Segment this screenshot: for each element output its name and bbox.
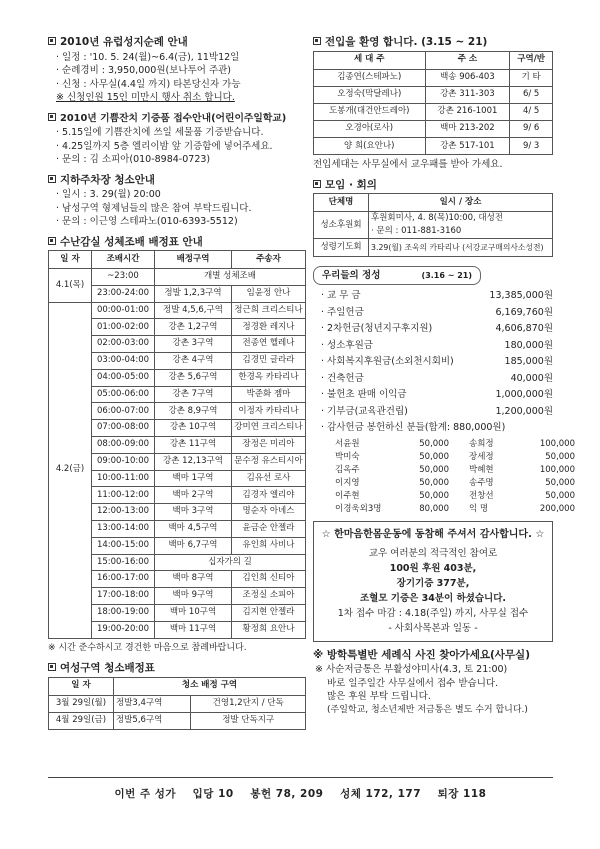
offering-row — [313, 405, 553, 422]
time-cell: 14:00-15:00 — [92, 537, 155, 554]
notice-title: ☆ 한마음한몸운동에 동참해 주셔서 감사합니다. ☆ — [321, 528, 545, 540]
text-line: · 4.25일까지 5층 엘리이밤 앞 기증함에 넣어주세요. — [56, 140, 273, 152]
area-cell: 백마 6,7구역 — [155, 537, 232, 554]
text-line: · 순례경비 : 3,950,000원(보나투어 주관) — [56, 65, 232, 76]
area-cell: 강촌 10구역 — [155, 420, 232, 437]
donor-name: 이주현 — [335, 490, 360, 501]
table-row — [314, 138, 553, 155]
schedule-line: 후원회미사, 4. 8(목)10:00, 대성전 — [371, 213, 504, 224]
area-cell: 정발5,6구역 — [114, 712, 191, 729]
welcome-section — [313, 36, 553, 172]
zone-cell: 기 타 — [510, 69, 553, 86]
offering-section — [313, 266, 575, 516]
time-cell: 05:00-06:00 — [92, 386, 155, 403]
time-cell: 02:00-03:00 — [92, 336, 155, 353]
offering-row — [313, 306, 553, 323]
time-cell: 13:00-14:00 — [92, 520, 155, 537]
text-line: · 문의 : 이근영 스테파노(010-6393-5512) — [56, 216, 238, 227]
area-cell: 정발 단독지구 — [191, 712, 306, 729]
area-cell: 강촌 12,13구역 — [155, 453, 232, 470]
notice-line: 1차 접수 마감 : 4.18(주일) 까지, 사무실 접수 — [337, 607, 529, 619]
address-cell: 강촌 311-303 — [425, 86, 510, 103]
leader-cell: 문수정 유스티시아 — [232, 453, 306, 470]
table-header: 일 자 — [49, 677, 114, 695]
section-header — [48, 174, 306, 188]
table-note: ※ 시간 준수하시고 경건한 마음으로 참례바랍니다. — [48, 642, 247, 653]
leader-cell: 김경민 글라라 — [232, 352, 306, 369]
table-row — [314, 86, 553, 103]
table-header: 구역/반 — [510, 51, 553, 69]
offering-label: · 사회복지후원금(소외천시회비) — [321, 356, 454, 368]
area-cell: 강촌 1,2구역 — [155, 319, 232, 336]
offering-amount: 4,606,870원 — [495, 323, 553, 335]
text-line: · 신청 : 사무실(4.4일 까지) 타본당신자 가능 — [56, 78, 241, 90]
section-title: 2010년 유럽성지순례 안내 — [60, 36, 188, 48]
time-cell: 09:00-10:00 — [92, 453, 155, 470]
leader-cell: 김유선 로사 — [232, 470, 306, 487]
offering-amount: 1,000,000원 — [495, 389, 553, 401]
thanks-title — [313, 421, 553, 438]
section-header — [313, 179, 553, 193]
offering-row — [313, 289, 553, 306]
text-line: · 남성구역 형제님들의 많은 참여 부탁드립니다. — [56, 202, 252, 214]
time-cell: 08:00-09:00 — [92, 436, 155, 453]
donor-amount: 50,000 — [419, 477, 449, 488]
name-cell: 오정숙(막달레나) — [314, 86, 426, 103]
table-header: 주송자 — [232, 251, 306, 269]
offering-label: · 2차헌금(청년지구후지원) — [321, 323, 433, 335]
offering-amount: 40,000원 — [510, 372, 553, 384]
donor-name: 송희정 — [469, 438, 494, 449]
offering-period: (3.16 ~ 21) — [421, 270, 472, 280]
leader-cell: 이정자 카타리나 — [232, 403, 306, 420]
zone-cell: 4/ 5 — [510, 103, 553, 120]
adoration-table — [48, 250, 306, 639]
table-header-row — [314, 194, 553, 212]
donor-amount: 50,000 — [545, 451, 575, 462]
table-header: 청소 배정 구역 — [114, 677, 306, 695]
square-bullet-icon — [48, 113, 56, 121]
women-cleaning-section — [48, 662, 306, 730]
table-header: 일 자 — [49, 251, 92, 269]
square-bullet-icon — [48, 663, 56, 671]
leader-cell: 명순자 아녜스 — [232, 504, 306, 521]
time-cell: 04:00-05:00 — [92, 369, 155, 386]
area-cell: 백마 11구역 — [155, 621, 232, 638]
time-cell: ~23:00 — [92, 269, 155, 286]
square-bullet-icon — [48, 175, 56, 183]
offering-row — [313, 322, 553, 339]
table-row — [49, 712, 306, 729]
span-cell: 십자가의 길 — [155, 554, 306, 571]
name-cell: 김종연(스테파노) — [314, 69, 426, 86]
text-line: ※ 사순저금통은 부활성야미사(4.3, 토 21:00) — [315, 664, 508, 676]
zone-cell: 9/ 3 — [510, 138, 553, 155]
area-cell: 백마 4,5구역 — [155, 520, 232, 537]
table-row — [49, 695, 306, 712]
offering-label: · 성소후원금 — [321, 339, 373, 351]
left-column — [48, 34, 306, 730]
donor-amount: 50,000 — [545, 490, 575, 501]
square-bullet-icon — [48, 37, 56, 45]
donor-name: 김옥주 — [335, 464, 360, 475]
table-row — [314, 212, 553, 239]
donor-list — [313, 438, 575, 516]
time-cell: 23:00-24:00 — [92, 285, 155, 302]
table-header: 세 대 주 — [314, 51, 426, 69]
time-cell: 03:00-04:00 — [92, 352, 155, 369]
leader-cell: 강미연 크리스티나 — [232, 420, 306, 437]
area-cell: 강촌 5,6구역 — [155, 369, 232, 386]
area-cell: 백마 2구역 — [155, 487, 232, 504]
table-row — [314, 69, 553, 86]
section-header — [48, 112, 306, 126]
onebody-notice-box — [313, 521, 553, 642]
leader-cell: 김지현 안젤라 — [232, 604, 306, 621]
leader-cell: 정근희 크리스티나 — [232, 302, 306, 319]
address-cell: 백마 213-202 — [425, 121, 510, 138]
donor-name: 장세정 — [469, 451, 494, 462]
area-cell: 백마 10구역 — [155, 604, 232, 621]
donor-amount: 100,000 — [539, 438, 575, 449]
address-cell: 강촌 216-1001 — [425, 103, 510, 120]
table-header-row — [314, 51, 553, 69]
section-title: 수난감실 성체조배 배정표 안내 — [60, 235, 203, 248]
donor-amount: 50,000 — [419, 464, 449, 475]
notice-line: 조혈모 기증은 34분이 하셨습니다. — [359, 592, 507, 604]
zone-cell: 9/ 6 — [510, 121, 553, 138]
area-cell: 건영1,2단지 / 단독 — [191, 695, 306, 712]
time-cell: 15:00-16:00 — [92, 554, 155, 571]
time-cell: 01:00-02:00 — [92, 319, 155, 336]
schedule-cell: 3.29(월) 조욱의 카타리나 (서강교구매의사소성전) — [369, 239, 553, 256]
leader-cell: 유인희 사비나 — [232, 537, 306, 554]
square-bullet-icon — [48, 237, 56, 245]
section-title: 모임 · 회의 — [325, 178, 377, 191]
offering-amount: 13,385,000원 — [489, 290, 553, 302]
offering-amount: 6,169,760원 — [495, 306, 553, 318]
area-cell: 백마 8구역 — [155, 571, 232, 588]
donor-amount: 200,000 — [539, 503, 575, 514]
time-cell: 18:00-19:00 — [92, 604, 155, 621]
donor-amount: 50,000 — [419, 490, 449, 501]
donor-amount: 50,000 — [419, 438, 449, 449]
text-line: (주일학교, 청소년제반 저금통은 별도 수거 합니다.) — [327, 704, 528, 715]
date-cell: 4.2(금) — [49, 302, 92, 638]
donor-name: 전창선 — [469, 490, 494, 501]
donor-amount: 50,000 — [545, 477, 575, 488]
section-header — [48, 662, 306, 676]
table-header: 일시 / 장소 — [369, 194, 553, 212]
leader-cell: 김인희 신티아 — [232, 571, 306, 588]
leader-cell: 김경자 엘리야 — [232, 487, 306, 504]
adoration-section — [48, 236, 306, 656]
area-cell: 강촌 7구역 — [155, 386, 232, 403]
offering-row — [313, 372, 553, 389]
offering-row — [313, 339, 553, 356]
donor-name: 송주명 — [469, 477, 494, 488]
time-cell: 06:00-07:00 — [92, 403, 155, 420]
square-bullet-icon — [313, 180, 321, 188]
welcome-note: 전입세대는 사무실에서 교우패를 받아 가세요. — [313, 159, 503, 171]
table-header-row — [49, 677, 306, 695]
group-cell: 성소후원회 — [314, 212, 369, 239]
feast-section — [48, 112, 306, 167]
offering-amount: 185,000원 — [504, 356, 553, 368]
section-title: ※ 방학특별반 세례식 사진 찾아가세요(사무실) — [313, 648, 531, 661]
span-cell: 개별 성체조배 — [155, 269, 306, 286]
table-header-row — [49, 251, 306, 269]
square-bullet-icon — [313, 37, 321, 45]
parking-section — [48, 174, 306, 229]
offering-title: 우리들의 정성 — [322, 269, 381, 281]
schedule-line: · 문의 : 011-881-3160 — [371, 226, 462, 237]
section-title: 지하주차장 청소안내 — [60, 173, 155, 186]
donor-name: 박미숙 — [335, 451, 360, 462]
notice-line: 장기기증 377분, — [396, 577, 470, 589]
text-line: 많은 후원 부탁 드립니다. — [327, 691, 431, 703]
time-cell: 07:00-08:00 — [92, 420, 155, 437]
table-row — [314, 103, 553, 120]
offering-amount: 180,000원 — [504, 339, 553, 351]
leader-cell: 윤금순 안젤라 — [232, 520, 306, 537]
section-title: 여성구역 청소배정표 — [60, 662, 155, 675]
table-row — [314, 239, 553, 256]
section-header — [313, 36, 553, 50]
address-cell: 백송 906-403 — [425, 69, 510, 86]
date-cell: 4월 29일(금) — [49, 712, 114, 729]
donor-amount: 100,000 — [539, 464, 575, 475]
time-cell: 11:00-12:00 — [92, 487, 155, 504]
leader-cell: 한경옥 카타리나 — [232, 369, 306, 386]
welcome-table — [313, 51, 553, 156]
notice-line: 100원 후원 403분, — [389, 562, 477, 574]
offering-amount: 1,200,000원 — [495, 405, 553, 417]
notice-line: - 사회사목본과 일동 - — [388, 622, 478, 634]
meetings-section — [313, 179, 553, 257]
table-header: 조배시간 — [92, 251, 155, 269]
section-header — [48, 36, 306, 50]
donor-amount: 80,000 — [419, 503, 449, 514]
area-cell: 정발 1,2,3구역 — [155, 285, 232, 302]
offering-label: · 주일헌금 — [321, 306, 364, 318]
section-title: 2010년 기쁨잔치 기증품 접수안내(어린이주일학교) — [60, 112, 287, 124]
date-cell: 3월 29일(월) — [49, 695, 114, 712]
leader-cell: 전종연 헬레나 — [232, 336, 306, 353]
right-column — [313, 34, 575, 717]
name-cell: 오경아(로사) — [314, 121, 426, 138]
zone-cell: 6/ 5 — [510, 86, 553, 103]
text-line: ※ 신청인원 15인 미만시 행사 취소 합니다. — [56, 92, 235, 103]
donor-name: 익 명 — [469, 503, 489, 514]
section-title: 전입을 환영 합니다. (3.15 ~ 21) — [325, 36, 488, 48]
leader-cell: 장정은 미리아 — [232, 436, 306, 453]
text-line: · 5.15일에 기쁨잔치에 쓰일 세물품 기증받습니다. — [56, 127, 264, 138]
leader-cell: 임윤정 안나 — [232, 285, 306, 302]
date-cell: 4.1(목) — [49, 269, 92, 303]
time-cell: 10:00-11:00 — [92, 470, 155, 487]
name-cell: 도봉개(대건안드레아) — [314, 103, 426, 120]
area-cell: 강촌 11구역 — [155, 436, 232, 453]
offering-label: · 건축헌금 — [321, 372, 364, 384]
section-header — [48, 236, 306, 250]
area-cell: 백마 3구역 — [155, 504, 232, 521]
area-cell: 정발3,4구역 — [114, 695, 191, 712]
pilgrimage-section — [48, 36, 306, 105]
time-cell: 19:00-20:00 — [92, 621, 155, 638]
donor-name: 서윤원 — [335, 438, 360, 449]
women-cleaning-table — [48, 677, 306, 730]
time-cell: 12:00-13:00 — [92, 504, 155, 521]
table-row — [49, 302, 306, 319]
offering-header — [313, 266, 481, 286]
text-line: · 일정 : '10. 5. 24(월)~6.4(금), 11박12일 — [56, 51, 240, 63]
time-cell: 17:00-18:00 — [92, 588, 155, 605]
donor-name: 박혜현 — [469, 464, 494, 475]
leader-cell: 박준화 젬마 — [232, 386, 306, 403]
time-cell: 16:00-17:00 — [92, 571, 155, 588]
area-cell: 강촌 4구역 — [155, 352, 232, 369]
area-cell: 강촌 8,9구역 — [155, 403, 232, 420]
schedule-cell — [369, 212, 553, 239]
offering-label: · 기부금(교육관건립) — [321, 405, 408, 417]
offering-label: · 교 무 금 — [321, 290, 361, 302]
time-cell: 00:00-01:00 — [92, 302, 155, 319]
address-cell: 강촌 517-101 — [425, 138, 510, 155]
leader-cell: 황정희 요안나 — [232, 621, 306, 638]
name-cell: 양 희(요안나) — [314, 138, 426, 155]
donor-name: 이경욱외3명 — [335, 503, 382, 514]
notice-line: 교우 여러분의 적극적인 참여로 — [368, 547, 498, 559]
text-line: · 일시 : 3. 29(월) 20:00 — [56, 189, 161, 200]
photos-section — [313, 649, 553, 718]
text-line: · 문의 : 김 소피아(010-8984-0723) — [56, 154, 211, 165]
table-row — [49, 269, 306, 286]
text-line: 바로 일주일간 사무실에서 접수 받습니다. — [327, 677, 499, 689]
offering-row — [313, 355, 553, 372]
offering-label: · 불헌초 판매 이익금 — [321, 389, 407, 401]
table-header: 주 소 — [425, 51, 510, 69]
donor-amount: 50,000 — [419, 451, 449, 462]
leader-cell: 정경환 레지나 — [232, 319, 306, 336]
donor-name: 이지영 — [335, 477, 360, 488]
table-header: 배정구역 — [155, 251, 232, 269]
hymn-footer: 이번 주 성가 입당 10 봉헌 78, 209 성체 172, 177 퇴장 118 — [48, 777, 553, 801]
area-cell: 정발 4,5,6,구역 — [155, 302, 232, 319]
thanks-label: · 감사헌금 봉헌하신 분들(합계: 880,000원) — [321, 422, 506, 434]
area-cell: 백마 9구역 — [155, 588, 232, 605]
area-cell: 강촌 3구역 — [155, 336, 232, 353]
table-row — [314, 121, 553, 138]
leader-cell: 조정실 소피아 — [232, 588, 306, 605]
table-header: 단체명 — [314, 194, 369, 212]
meetings-table — [313, 193, 553, 256]
group-cell: 성령기도회 — [314, 239, 369, 256]
area-cell: 백마 1구역 — [155, 470, 232, 487]
offering-row — [313, 388, 553, 405]
